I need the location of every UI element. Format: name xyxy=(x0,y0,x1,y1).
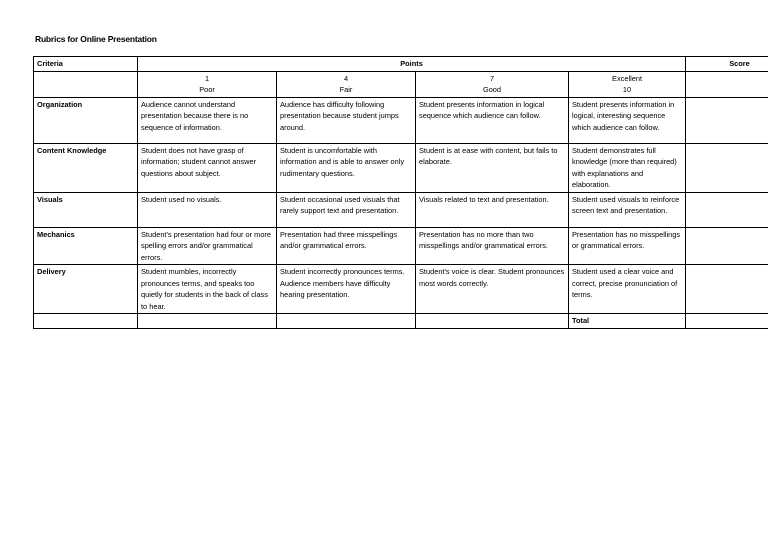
table-row xyxy=(34,227,768,265)
rubric-cell: Student mumbles, incorrectly pronounces terms, and speaks too quietly for students in the back of class to hear. xyxy=(138,265,277,314)
score-cell xyxy=(686,143,768,192)
rubric-cell: Student demonstrates full knowledge (more than required) with explanations and elaboration. xyxy=(569,143,686,192)
rubric-cell: Student's presentation had four or more spelling errors and/or grammatical errors. xyxy=(138,227,277,265)
table-row xyxy=(34,97,768,143)
rubric-cell: Student occasional used visuals that rarely support text and presentation. xyxy=(277,192,416,227)
rubric-cell: Student incorrectly pronounces terms. Audience members have difficulty hearing presentation. xyxy=(277,265,416,314)
level-fair xyxy=(277,71,416,97)
rubric-cell: Student used a clear voice and correct, precise pronunciation of terms. xyxy=(569,265,686,314)
points-header: Points xyxy=(138,57,686,72)
rubric-cell: Student presents information in logical, interesting sequence which audience can follow. xyxy=(569,97,686,143)
blank-cell xyxy=(277,314,416,329)
level-label: Poor xyxy=(199,85,215,94)
level-label: 10 xyxy=(622,85,632,94)
header-row xyxy=(34,57,768,72)
total-label: Total xyxy=(569,314,686,329)
rubric-cell: Student used no visuals. xyxy=(138,192,277,227)
criterion-label: Delivery xyxy=(34,265,138,314)
rubric-cell: Student is uncomfortable with information and is able to answer only rudimentary questions. xyxy=(277,143,416,192)
levels-row xyxy=(34,71,768,97)
level-poor xyxy=(138,71,277,97)
levels-blank-cell xyxy=(34,71,138,97)
table-row xyxy=(34,265,768,314)
rubric-cell: Visuals related to text and presentation. xyxy=(416,192,569,227)
score-cell xyxy=(686,97,768,143)
blank-cell xyxy=(34,314,138,329)
rubric-cell: Student presents information in logical sequence which audience can follow. xyxy=(416,97,569,143)
rubric-cell: Student's voice is clear. Student pronounces most words correctly. xyxy=(416,265,569,314)
level-points: 4 xyxy=(343,73,349,83)
score-blank-cell xyxy=(686,71,768,97)
criterion-label: Content Knowledge xyxy=(34,143,138,192)
blank-cell xyxy=(138,314,277,329)
score-cell xyxy=(686,265,768,314)
level-label: Good xyxy=(482,85,502,94)
table-row xyxy=(34,143,768,192)
total-row xyxy=(34,314,768,329)
rubric-table xyxy=(33,56,768,329)
score-cell xyxy=(686,227,768,265)
blank-cell xyxy=(416,314,569,329)
rubric-cell: Student does not have grasp of information; student cannot answer questions about subject. xyxy=(138,143,277,192)
criterion-label: Mechanics xyxy=(34,227,138,265)
level-points: Excellent xyxy=(612,73,643,83)
page-title: Rubrics for Online Presentation xyxy=(35,34,157,44)
level-points: 1 xyxy=(204,73,210,83)
level-excellent xyxy=(569,71,686,97)
score-cell xyxy=(686,192,768,227)
total-score-cell xyxy=(686,314,768,329)
criterion-label: Organization xyxy=(34,97,138,143)
rubric-cell: Presentation has no more than two misspellings and/or grammatical errors. xyxy=(416,227,569,265)
rubric-cell: Student used visuals to reinforce screen text and presentation. xyxy=(569,192,686,227)
rubric-cell: Audience has difficulty following presentation because student jumps around. xyxy=(277,97,416,143)
table-row xyxy=(34,192,768,227)
level-label: Fair xyxy=(339,85,353,94)
rubric-cell: Presentation had three misspellings and/or grammatical errors. xyxy=(277,227,416,265)
level-good xyxy=(416,71,569,97)
rubric-cell: Student is at ease with content, but fails to elaborate. xyxy=(416,143,569,192)
rubric-cell: Audience cannot understand presentation because there is no sequence of information. xyxy=(138,97,277,143)
level-points: 7 xyxy=(489,73,495,83)
rubric-cell: Presentation has no misspellings or grammatical errors. xyxy=(569,227,686,265)
criterion-label: Visuals xyxy=(34,192,138,227)
score-header: Score xyxy=(686,57,768,72)
criteria-header: Criteria xyxy=(34,57,138,72)
